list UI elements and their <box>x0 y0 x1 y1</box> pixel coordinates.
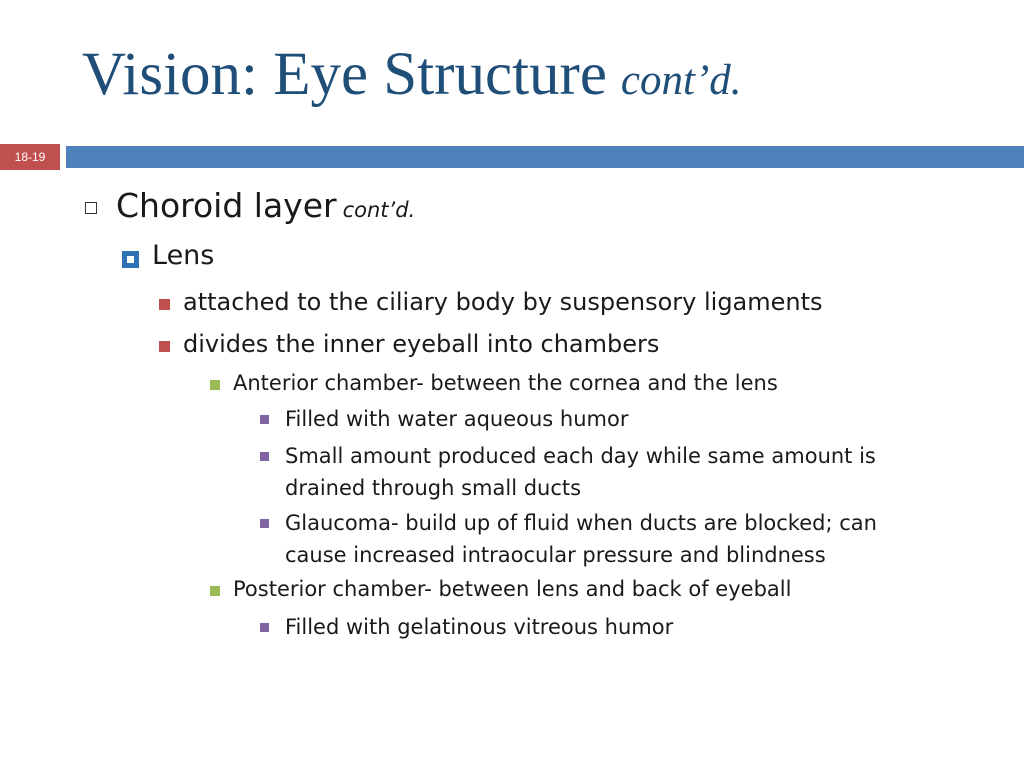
square-bullet-icon <box>159 341 170 352</box>
bullet-text: divides the inner eyeball into chambers <box>183 330 660 358</box>
bullet-aqueous-humor <box>285 403 628 435</box>
square-bullet-icon <box>260 623 269 632</box>
bullet-text: Filled with gelatinous vitreous humor <box>285 615 674 639</box>
bullet-suffix: cont’d. <box>342 198 416 222</box>
slide-title-suffix: cont’d. <box>620 57 742 104</box>
square-bullet-icon <box>260 415 269 424</box>
slide-title <box>82 41 742 108</box>
slide-title-text: Vision: Eye Structure <box>82 41 607 108</box>
bullet-text: Anterior chamber- between the cornea and the lens <box>233 371 778 395</box>
bullet-divides-eyeball <box>183 330 659 358</box>
bullet-glaucoma <box>285 507 877 571</box>
bullet-posterior-chamber <box>233 577 791 601</box>
bullet-text-continuation: drained through small ducts <box>285 476 582 500</box>
bullet-text: Filled with water aqueous humor <box>285 407 629 431</box>
bullet-text-continuation: cause increased intraocular pressure and blindness <box>285 543 826 567</box>
bullet-vitreous-humor <box>285 611 673 643</box>
bullet-attached-ciliary-body <box>183 288 823 316</box>
hollow-square-bullet-icon <box>85 202 97 214</box>
slide-number-badge: 18-19 <box>0 144 60 170</box>
square-bullet-icon <box>122 251 139 268</box>
bullet-text: Small amount produced each day while same amount is <box>285 444 876 468</box>
bullet-choroid-layer <box>116 186 415 225</box>
bullet-anterior-chamber <box>233 371 778 395</box>
header-bar <box>66 146 1024 168</box>
square-bullet-icon <box>210 380 220 390</box>
square-bullet-icon <box>159 299 170 310</box>
bullet-text: Choroid layer <box>116 186 337 225</box>
bullet-text: Posterior chamber- between lens and back of eyeball <box>233 577 792 601</box>
bullet-small-amount <box>285 440 876 504</box>
bullet-text: attached to the ciliary body by suspensory ligaments <box>183 288 823 316</box>
bullet-text: Lens <box>152 240 215 271</box>
bullet-lens <box>152 240 214 271</box>
square-bullet-icon <box>260 452 269 461</box>
square-bullet-icon <box>210 586 220 596</box>
square-bullet-icon <box>260 519 269 528</box>
bullet-text: Glaucoma- build up of fluid when ducts are blocked; can <box>285 511 877 535</box>
